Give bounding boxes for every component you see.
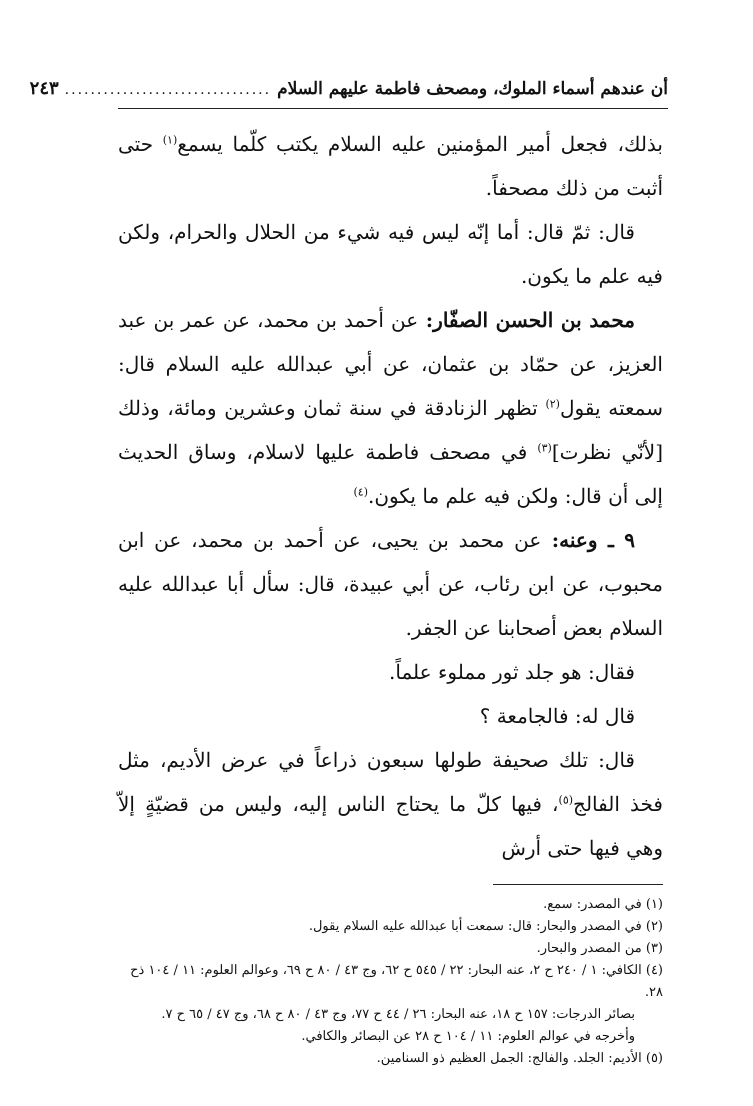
footnote-divider [493, 884, 663, 885]
footnote-1: (١) في المصدر: سمع. [543, 897, 663, 912]
paragraph-6: قال له: فالجامعة ؟ [479, 704, 635, 728]
text-run: في مصحف فاطمة عليها لاسلام، وساق الحديث إلى أن قال: ولكن فيه علم ما يكون. [118, 440, 663, 508]
page-number: ٢٤٣ [29, 78, 59, 99]
footnote-4-cont: بصائر الدرجات: ١٥٧ ح ١٨، عنه البحار: ٢٦ / ٤٤ ح ٧٧، وج ٤٣ / ٨٠ ح ٦٨، وج ٤٧ / ٦٥ ح ٧. [161, 1007, 635, 1022]
text-run: قال: تلك صحيفة طولها سبعون ذراعاً في عرض الأديم، مثل فخذ الفالج [118, 748, 663, 816]
text-run: عن أحمد بن محمد، عن عمر بن عبد العزيز، عن حمّاد بن عثمان، عن أبي عبدالله عليه السلام قال: سمعته يقول [118, 308, 663, 420]
footnotes [118, 894, 663, 1070]
leader-dots: ................................ [64, 82, 272, 98]
paragraph-2: قال: ثمّ قال: أما إنّه ليس فيه شيء من الحلال والحرام، ولكن فيه علم ما يكون. [118, 220, 663, 288]
page-header [29, 78, 668, 109]
paragraph-5: فقال: هو جلد ثور مملوء علماً. [389, 660, 635, 684]
paragraph-4 [118, 518, 663, 650]
narrator-name: محمد بن الحسن الصفّار: [418, 308, 635, 332]
body-text [118, 122, 663, 870]
text-run: تظهر الزنادقة في سنة ثمان وعشرين ومائة، وذلك [لأنّي نظرت] [118, 396, 663, 464]
paragraph-1 [118, 122, 663, 210]
paragraph-7 [118, 738, 663, 870]
text-run: بذلك، فجعل أمير المؤمنين عليه السلام يكتب كلّما يسمع [177, 132, 663, 156]
footnote-ref-2: (٢) [545, 397, 560, 411]
footnote-2: (٢) في المصدر والبحار: قال: سمعت أبا عبدالله عليه السلام يقول. [308, 919, 663, 934]
footnote-ref-5: (٥) [558, 793, 574, 807]
running-title: أن عندهم أسماء الملوك، ومصحف فاطمة عليهم السلام [277, 79, 668, 99]
text-run: حتى أثبت من ذلك مصحفاً. [118, 132, 663, 200]
footnote-4: (٤) الكافي: ١ / ٢٤٠ ح ٢، عنه البحار: ٢٢ / ٥٤٥ ح ٦٢، وج ٤٣ / ٨٠ ح ٦٩، وعوالم العلوم: ١١ / ١٠٤ ذح ٢٨. [130, 963, 663, 1000]
hadith-number: ٩ ـ وعنه: [541, 528, 635, 552]
paragraph-3 [118, 298, 663, 518]
footnote-ref-3: (٣) [537, 441, 552, 455]
footnote-4-cont-2: وأخرجه في عوالم العلوم: ١١ / ١٠٤ ح ٢٨ عن البصائر والكافي. [301, 1029, 635, 1044]
text-run: عن محمد بن يحيى، عن أحمد بن محمد، عن ابن محبوب، عن ابن رئاب، عن أبي عبيدة، قال: سأل أبا عبدالله عليه السلام بعض أصحابنا عن الجفر. [118, 528, 663, 640]
footnote-ref-4: (٤) [353, 485, 368, 499]
text-run: ، فيها كلّ ما يحتاج الناس إليه، وليس من قضيّةٍ إلاّ وهي فيها حتى أرش [118, 792, 663, 860]
footnote-ref-1: (١) [162, 133, 178, 147]
footnote-5: (٥) الأديم: الجلد. والفالج: الجمل العظيم ذو السنامين. [376, 1051, 663, 1066]
footnote-3: (٣) من المصدر والبحار. [536, 941, 663, 956]
